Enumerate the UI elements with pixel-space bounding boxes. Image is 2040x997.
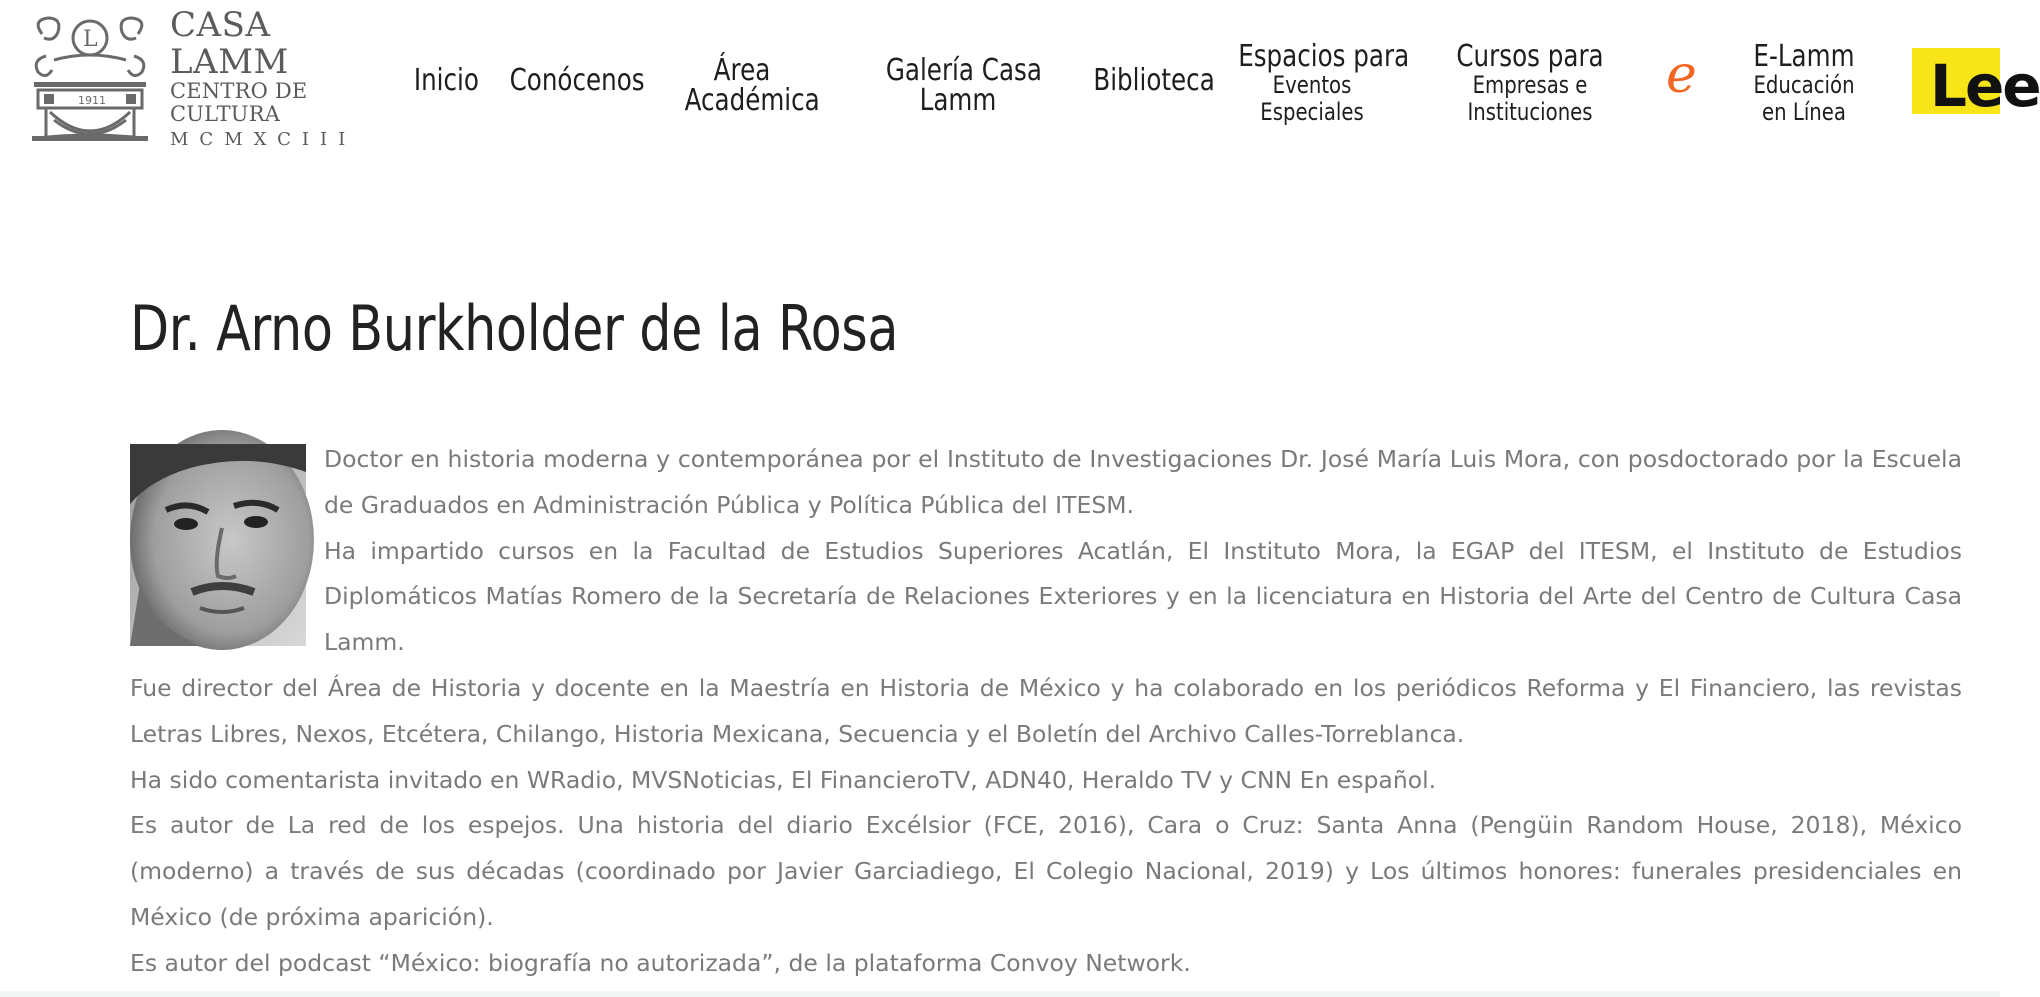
nav-conocenos-label: Conócenos xyxy=(509,63,645,98)
casa-lamm-logo[interactable] xyxy=(24,4,400,150)
bio-paragraph: Doctor en historia moderna y contemporánea por el Instituto de Investigaciones Dr. José María Luis Mora, con posdoctorado por la Escuela de Graduados en Administración Pública y Política Pública del ITESM. xyxy=(324,445,1962,519)
page-bottom-edge xyxy=(0,991,2000,997)
nav-espacios-sub: Eventos Especiales xyxy=(1260,71,1364,126)
nav-area-line2: Académica xyxy=(684,83,820,118)
nav-espacios[interactable] xyxy=(1238,39,1410,126)
elamm-e-letter: e xyxy=(1666,45,1697,105)
nav-cursos[interactable] xyxy=(1456,39,1604,126)
site-header xyxy=(0,0,2040,168)
logo-title: CASA LAMM xyxy=(170,4,289,82)
lee-banner-text: Lee xyxy=(1930,52,2040,120)
nav-espacios-main: Espacios para xyxy=(1238,39,1410,74)
nav-inicio[interactable] xyxy=(413,63,479,98)
bio-content xyxy=(130,437,1962,987)
bio-paragraph: Es autor del podcast “México: biografía no autorizada”, de la plataforma Convoy Network. xyxy=(130,948,1191,977)
logo-text xyxy=(170,4,400,150)
nav-galeria-line2: Lamm xyxy=(919,83,997,118)
nav-biblioteca-label: Biblioteca xyxy=(1093,63,1215,98)
bio-paragraph: Ha impartido cursos en la Facultad de Estudios Superiores Acatlán, El Instituto Mora, la EGAP del ITESM, el Instituto de Estudios Diplomáticos Matías Romero de la Secretaría de Relaciones Exteriores y en la licenciatura en Historia del Arte del Centro de Cultura Casa Lamm. xyxy=(324,536,1962,657)
nav-e-lamm[interactable] xyxy=(1730,39,1878,126)
nav-biblioteca[interactable] xyxy=(1093,63,1215,98)
elamm-e-icon[interactable] xyxy=(1664,45,1714,105)
nav-galeria-line1: Galería Casa xyxy=(885,53,1042,88)
lee-banner[interactable] xyxy=(1912,48,2040,120)
nav-area-academica[interactable] xyxy=(684,53,820,118)
svg-text:L: L xyxy=(83,27,98,52)
logo-subtitle: CENTRO DE CULTURA xyxy=(170,79,308,126)
bio-paragraph: Ha sido comentarista invitado en WRadio, MVSNoticias, El FinancieroTV, ADN40, Heraldo TV y CNN En español. xyxy=(130,765,1437,794)
nav-cursos-main: Cursos para xyxy=(1456,39,1604,74)
nav-cursos-sub: Empresas e Instituciones xyxy=(1467,71,1593,126)
nav-galeria-casa-lamm[interactable] xyxy=(885,53,1042,118)
casa-lamm-emblem-icon xyxy=(24,12,156,144)
emblem-year: 1911 xyxy=(78,94,106,107)
nav-elamm-sub: Educación en Línea xyxy=(1753,71,1855,126)
author-portrait xyxy=(130,444,306,646)
bio-paragraph: Fue director del Área de Historia y docente en la Maestría en Historia de México y ha colaborado en los periódicos Reforma y El Financiero, las revistas Letras Libres, Nexos, Etcétera, Chilango, Historia Mexicana, Secuencia y el Boletín del Archivo Calles-Torreblanca. xyxy=(130,673,1962,748)
logo-roman-numerals: MCMXCIII xyxy=(170,128,357,150)
nav-inicio-label: Inicio xyxy=(413,63,479,98)
bio-paragraph: Es autor de La red de los espejos. Una historia del diario Excélsior (FCE, 2016), Cara o Cruz: Santa Anna (Pengüin Random House, 2018), México (moderno) a través de sus décadas (coordinado por Javier Garciadiego, El Colegio Nacional, 2019) y Los últimos honores: funerales presidenciales en México (de próxima aparición). xyxy=(130,811,1962,931)
nav-conocenos[interactable] xyxy=(509,63,645,98)
nav-elamm-main: E-Lamm xyxy=(1753,39,1855,74)
nav-area-line1: Área xyxy=(713,53,771,88)
page-title: Dr. Arno Burkholder de la Rosa xyxy=(130,292,899,365)
